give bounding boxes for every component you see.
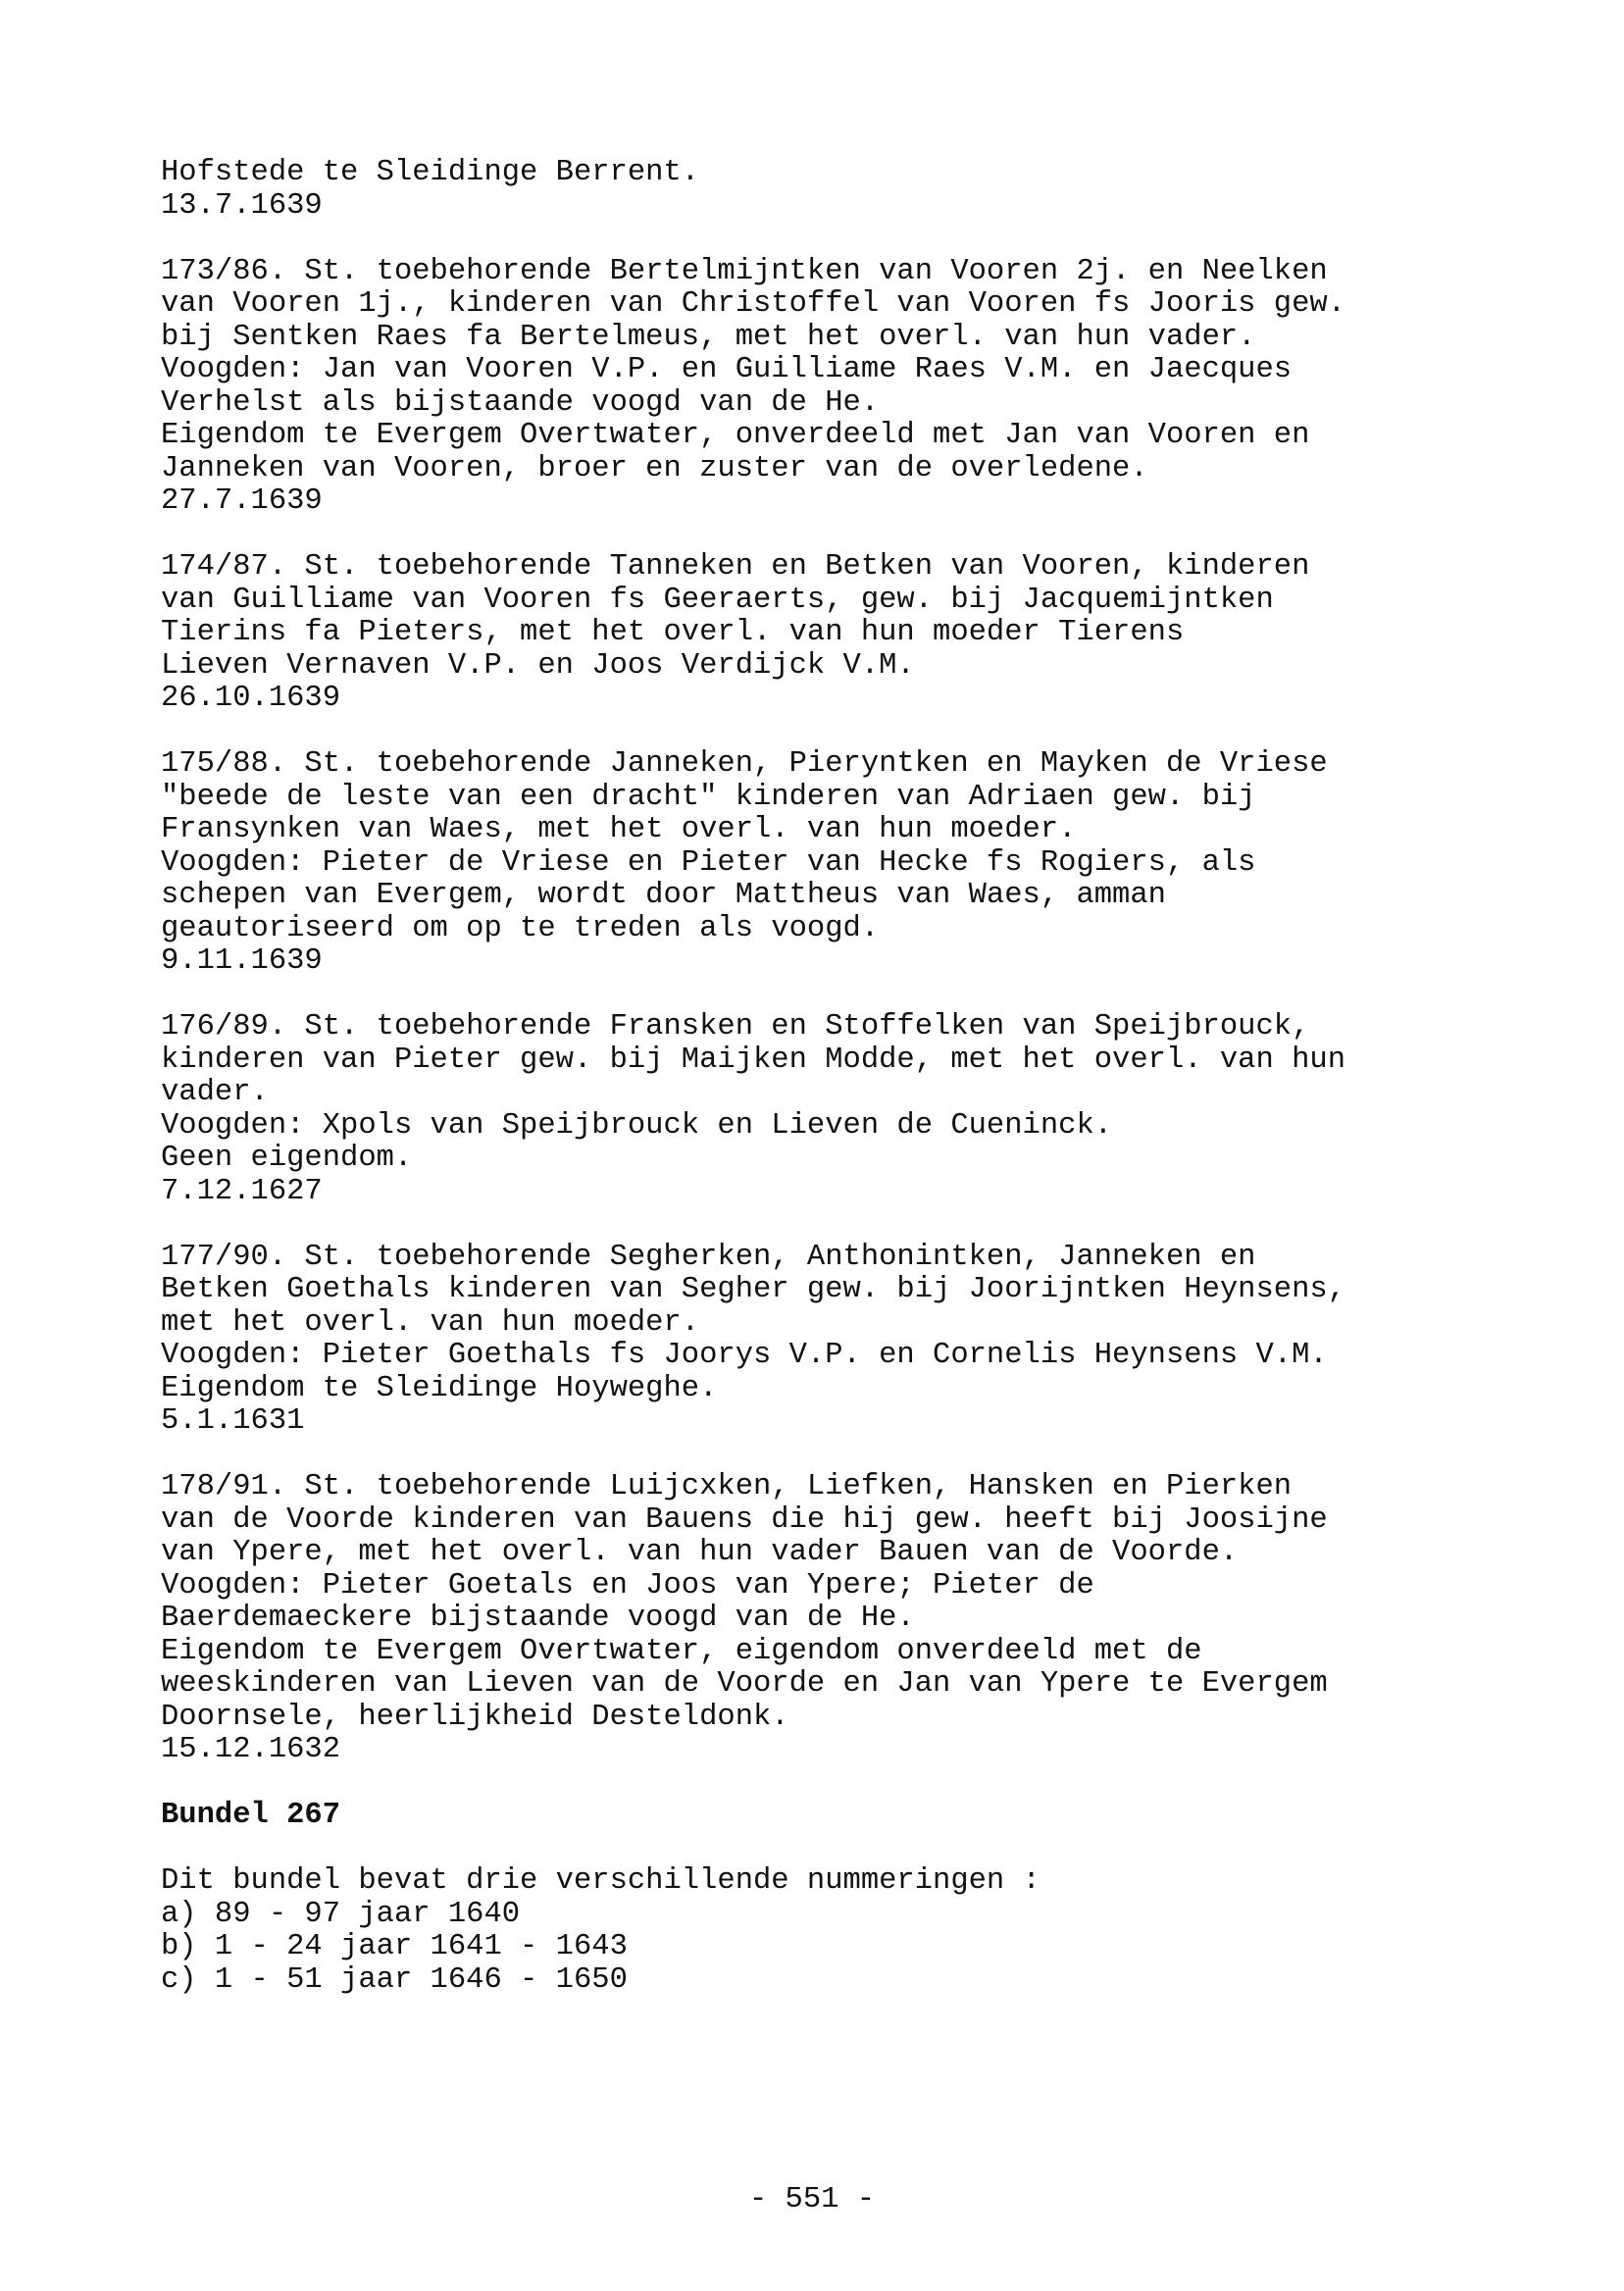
entry-line: 178/91. St. toebehorende Luijcxken, Liefken, Hansken en Pierken [161,1470,1293,1503]
entry-line: Betken Goethals kinderen van Segher gew. bij Joorijntken Heynsens, [161,1273,1345,1306]
entry-line: Voogden: Pieter de Vriese en Pieter van Hecke fs Rogiers, als [161,845,1256,880]
entry-block [161,1242,1475,1439]
entry-line: van Ypere, met het overl. van hun vader Bauen van de Voorde. [161,1536,1239,1569]
entry-line: Verhelst als bijstaande voogd van de He. [161,385,880,420]
bundle-items [161,1899,1475,1998]
entry-line: Voogden: Pieter Goethals fs Joorys V.P. en Cornelis Heynsens V.M. [161,1339,1328,1372]
entry-date: 26.10.1639 [161,682,341,715]
entry-line: Baerdemaeckere bijstaande voogd van de He. [161,1602,915,1635]
entry-date: 9.11.1639 [161,944,323,978]
entry-date: 15.12.1632 [161,1733,341,1766]
entry-line: Lieven Vernaven V.P. en Joos Verdijck V.M. [161,648,915,683]
intro-title: Hofstede te Sleidinge Berrent. [161,156,700,189]
entry-date: 27.7.1639 [161,484,323,518]
entry-line: met het overl. van hun moeder. [161,1305,700,1340]
entry-line: schepen van Evergem, wordt door Mattheus van Waes, amman [161,879,1166,912]
entry-line: kinderen van Pieter gew. bij Maijken Modde, met het overl. van hun [161,1043,1345,1077]
bundle-section [161,1800,1475,1997]
entry-block [161,1011,1475,1208]
entry-date: 7.12.1627 [161,1174,323,1208]
entry-line: 176/89. St. toebehorende Fransken en Stoffelken van Speijbrouck, [161,1010,1310,1044]
intro-date: 13.7.1639 [161,188,323,223]
entry-line: geautoriseerd om op te treden als voogd. [161,911,880,945]
entry-line: Geen eigendom. [161,1142,413,1175]
entry-line: bij Sentken Raes fa Bertelmeus, met het overl. van hun vader. [161,320,1256,354]
page-number: - 551 - [748,2183,876,2216]
entry-line: weeskinderen van Lieven van de Voorde en Jan van Ypere te Evergem [161,1667,1328,1701]
entry-line: Janneken van Vooren, broer en zuster van de overledene. [161,451,1148,485]
entry-date: 5.1.1631 [161,1404,305,1438]
entry-block [161,1471,1475,1767]
entry-line: Voogden: Xpols van Speijbrouck en Lieven de Cueninck. [161,1108,1113,1143]
entry-list [161,223,1475,1800]
entry-line: "beede de leste van een dracht" kinderen van Adriaen gew. bij [161,780,1256,814]
entry-line: Tierins fa Pieters, met het overl. van hun moeder Tierens [161,616,1185,649]
entry-line: vader. [161,1076,269,1109]
bundle-item: b) 1 - 24 jaar 1641 - 1643 [161,1930,628,1963]
bundle-item: c) 1 - 51 jaar 1646 - 1650 [161,1962,628,1997]
entry-line: Eigendom te Evergem Overtwater, eigendom onverdeeld met de [161,1634,1202,1668]
entry-block [161,256,1475,519]
document-body [161,157,1475,1997]
entry-line: Eigendom te Evergem Overtwater, onverdeeld met Jan van Vooren en [161,419,1310,452]
entry-line: Eigendom te Sleidinge Hoyweghe. [161,1371,718,1405]
entry-line: Voogden: Jan van Vooren V.P. en Guilliame Raes V.M. en Jaecques [161,353,1293,386]
entry-line: van Guilliame van Vooren fs Geeraerts, gew. bij Jacquemijntken [161,583,1274,617]
entry-line: Fransynken van Waes, met het overl. van hun moeder. [161,813,1077,846]
entry-line: van de Voorde kinderen van Bauens die hij gew. heeft bij Joosijne [161,1502,1328,1537]
entry-line: 177/90. St. toebehorende Segherken, Anthonintken, Janneken en [161,1240,1256,1274]
entry-line: 173/86. St. toebehorende Bertelmijntken van Vooren 2j. en Neelken [161,254,1328,288]
bundle-item: a) 89 - 97 jaar 1640 [161,1897,521,1931]
entry-line: 175/88. St. toebehorende Janneken, Pieryntken en Mayken de Vriese [161,747,1328,781]
entry-block [161,748,1475,979]
bundle-heading: Bundel 267 [161,1799,341,1832]
bundle-intro: Dit bundel bevat drie verschillende nummeringen : [161,1864,1040,1898]
entry-line: van Vooren 1j., kinderen van Christoffel van Vooren fs Jooris gew. [161,287,1345,321]
entry-line: 174/87. St. toebehorende Tanneken en Betken van Vooren, kinderen [161,550,1310,584]
entry-block [161,551,1475,716]
entry-line: Doornsele, heerlijkheid Desteldonk. [161,1700,789,1734]
entry-line: Voogden: Pieter Goetals en Joos van Ypere; Pieter de [161,1568,1094,1603]
intro-block [161,157,1475,223]
